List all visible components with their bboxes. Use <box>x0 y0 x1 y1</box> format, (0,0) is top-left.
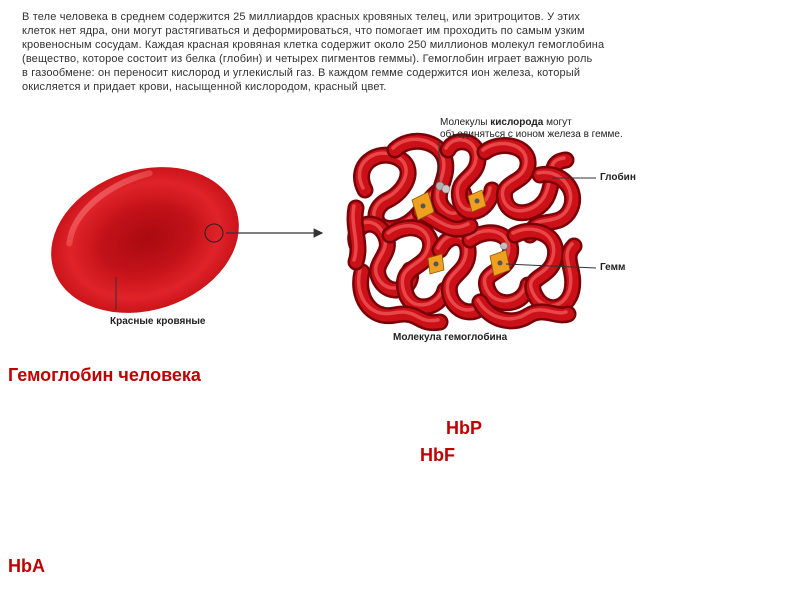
oxygen-molecule <box>442 185 450 193</box>
intro-line: окисляется и придает крови, насыщенной кислородом, красный цвет. <box>22 81 387 93</box>
oxygen-molecule <box>501 243 508 250</box>
iron-ion <box>475 199 480 204</box>
intro-line: клеток нет ядра, они могут растягиваться и деформироваться, что помогает им проходить по самым узким <box>22 25 585 37</box>
intro-line: (вещество, которое состоит из белка (глобин) и четырех пигментов геммы). Гемоглобин играет важную роль <box>22 53 593 65</box>
iron-ion <box>421 204 426 209</box>
intro-line: кровеносным сосудам. Каждая красная кровяная клетка содержит около 250 миллионов молекул гемоглобина <box>22 39 605 51</box>
hbf-label: HbF <box>420 445 455 465</box>
oxygen-label <box>440 117 623 141</box>
red-blood-cell <box>32 144 258 336</box>
iron-ion <box>498 261 503 266</box>
oxygen-label-suffix: могут <box>543 117 572 128</box>
oxygen-label-bold: кислорода <box>490 117 544 128</box>
iron-ion <box>434 262 439 267</box>
heme-label: Гемм <box>600 262 626 273</box>
oxygen-label-prefix: Молекулы <box>440 117 491 128</box>
hbp-label: HbP <box>446 418 482 438</box>
hba-label: HbA <box>8 556 45 576</box>
oxygen-label-line1 <box>440 117 623 129</box>
molecule-label: Молекула гемоглобина <box>393 332 508 343</box>
globin-label: Глобин <box>600 172 636 183</box>
intro-line: в газообмене: он переносит кислород и углекислый газ. В каждом гемме содержится ион железа, который <box>22 67 581 79</box>
oxygen-label-line2: объединяться с ионом железа в гемме. <box>440 129 623 140</box>
hemoglobin-molecule <box>353 139 574 322</box>
slide-title: Гемоглобин человека <box>8 365 201 385</box>
intro-line: В теле человека в среднем содержится 25 миллиардов красных кровяных телец, или эритроцитов. У этих <box>22 11 581 23</box>
red-cells-label: Красные кровяные <box>110 316 206 327</box>
